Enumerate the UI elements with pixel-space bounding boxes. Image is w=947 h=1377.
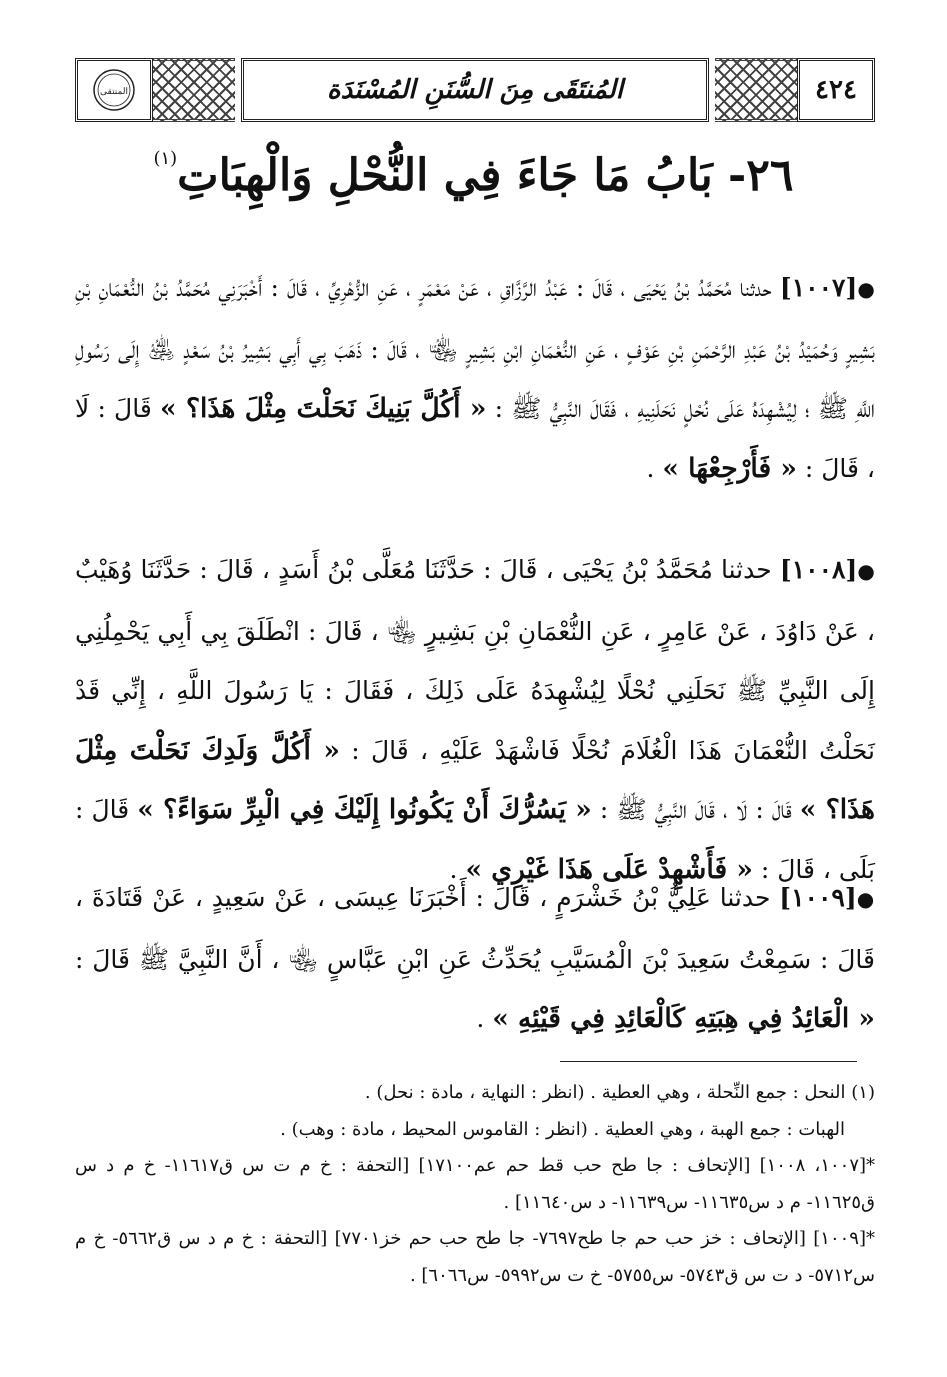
footnotes — [75, 1075, 875, 1295]
logo-text: المنتقى — [100, 87, 128, 97]
page-number: ٤٢٤ — [815, 75, 857, 105]
hadith-text: . — [449, 854, 458, 884]
hadith-bullet: ● — [857, 277, 875, 301]
hadith-text: قَالَ : لَا ، قَالَ النَّبِيُّ ﷺ : — [599, 795, 792, 824]
running-title: المُنتَقَى مِنَ السُّنَنِ المُسْنَدَة — [326, 75, 624, 105]
footnote-1: (١) النحل : جمع النِّحلة ، وهي العطية . (انظر : النهاية ، مادة : نحل) . — [364, 1082, 875, 1103]
prophet-quote: « أَكُلَّ وَلَدِكَ نَحَلْتَ مِثْلَ هَذَا؟ » — [75, 734, 876, 825]
hadith-text: حدثنا مُحَمَّدُ بْنُ يَحْيَى ، قَالَ : حَدَّثَنَا مُعَلَّى بْنُ أَسَدٍ ، قَالَ : حَدَّثَنَا وُهَيْبٌ ، عَنْ دَاوُدَ ، عَنْ عَامِرٍ ، عَنِ النُّعْمَانِ بْنِ بَشِيرٍ ﵄ ، قَالَ : انْطَلَقَ بِي أَبِي يَحْمِلُنِي إِلَى النَّبِيِّ ﷺ نَحَلَنِي نُحْلًا لِيُشْهِدَهُ عَلَى ذَلِكَ ، فَقَالَ : يَا رَسُولَ اللَّهِ ، إِنِّي قَدْ نَحَلْتُ النُّعْمَانَ هَذَا الْغُلَامَ نُحْلًا فَاشْهَدْ عَلَيْهِ ، قَالَ : — [75, 555, 875, 765]
book-logo-icon — [84, 65, 144, 115]
footnote-takhrij-1007-1008: *[١٠٠٧، ١٠٠٨] [الإتحاف : جا طح حب قط حم عم١٧١٠٠] [التحفة : خ م ت س ق١١٦١٧- خ م د س ق١١٦٢٥- م د س١١٦٣٥- س١١٦٣٩- د س١١٦٤٠] . — [75, 1155, 876, 1213]
hadith-text: . — [646, 453, 655, 483]
ornament-right — [715, 58, 797, 122]
hadith-text: . — [476, 1004, 485, 1033]
hadith-bullet: ● — [857, 559, 875, 583]
prophet-quote: « أَكُلَّ بَنِيكَ نَحَلْتَ مِثْلَ هَذَا؟ » — [159, 393, 487, 424]
prophet-quote: « فَأَرْجِعْهَا » — [662, 452, 797, 484]
hadith-1007 — [75, 258, 875, 498]
ornament-left — [153, 58, 235, 122]
footnote-divider — [560, 1061, 857, 1062]
hadith-text: حدثنا عَلِيُّ بْنُ خَشْرَمٍ ، قَالَ : أَخْبَرَنَا عِيسَى ، عَنْ سَعِيدٍ ، عَنْ قَتَادَةَ ، قَالَ : سَمِعْتُ سَعِيدَ بْنَ الْمُسَيَّبِ يُحَدِّثُ عَنِ ابْنِ عَبَّاسٍ ﵄ ، أَنَّ النَّبِيَّ ﷺ قَالَ : — [75, 883, 875, 974]
page-number-box — [797, 58, 875, 122]
chapter-footnote-ref: (١) — [153, 148, 178, 169]
running-header — [75, 58, 875, 122]
hadith-1008 — [75, 540, 875, 899]
running-title-box — [241, 58, 709, 122]
hadith-bullet: ● — [856, 887, 876, 911]
prophet-quote: « الْعَائِدُ فِي هِبَتِهِ كَالْعَائِدِ فِي قَيْئِهِ » — [492, 1003, 875, 1034]
hadith-1009 — [75, 868, 875, 1049]
hadith-number: [١٠٠٧] — [779, 273, 858, 302]
book-logo-box — [75, 58, 153, 122]
prophet-quote: « فَأَشْهِدْ عَلَى هَذَا غَيْرِي » — [465, 853, 753, 885]
prophet-quote: « يَسُرُّكَ أَنْ يَكُونُوا إِلَيْكَ فِي الْبِرِّ سَوَاءً؟ » — [137, 794, 592, 825]
hadith-number: [١٠٠٨] — [779, 555, 858, 584]
hadith-text: حدثنا مُحَمَّدُ بْنُ يَحْيَى ، قَالَ : عَبْدُ الرَّزَّاقِ ، عَنْ مَعْمَرٍ ، عَنِ الزُّهْرِيِّ ، قَالَ : أَخْبَرَنِي مُحَمَّدُ بْنُ النُّعْمَانِ بْنِ بَشِيرٍ وَحُمَيْدُ بْنُ عَبْدِ الرَّحْمَنِ بْنِ عَوْفٍ ، عَنِ النُّعْمَانِ ابْنِ بَشِيرٍ ﵄ ، قَالَ : ذَهَبَ بِي أَبِي بَشِيرُ بْنُ سَعْدٍ ﵁ إِلَى رَسُولِ اللَّهِ ﷺ ؛ لِيُشْهِدَهُ عَلَى نُحْلٍ نَحَلَنِيهِ ، فَقَالَ النَّبِيُّ ﷺ : — [75, 273, 875, 423]
footnote-takhrij-1009: *[١٠٠٩] [الإتحاف : خز حب حم جا طح٧٦٩٧- جا طح حب حم خز٧٧٠١] [التحفة : خ م د س ق٥٦٦٢- خ م س٥٧١٢- د ت س ق٥٧٤٣- س٥٧٥٥- خ ت س٥٩٩٢- س٦٠٦٦] . — [75, 1228, 875, 1286]
footnote-1-continued: الهبات : جمع الهبة ، وهي العطية . (انظر : القاموس المحيط ، مادة : وهب) . — [280, 1118, 845, 1140]
hadith-text: قَالَ : لَا ، قَالَ : — [75, 394, 875, 483]
chapter-title — [0, 148, 947, 201]
hadith-number: [١٠٠٩] — [779, 883, 857, 912]
hadith-text: قَالَ : بَلَى ، قَالَ : — [75, 795, 875, 884]
chapter-title-text: ٢٦- بَابُ مَا جَاءَ فِي النُّحْلِ وَالْهِبَاتِ — [177, 150, 794, 201]
